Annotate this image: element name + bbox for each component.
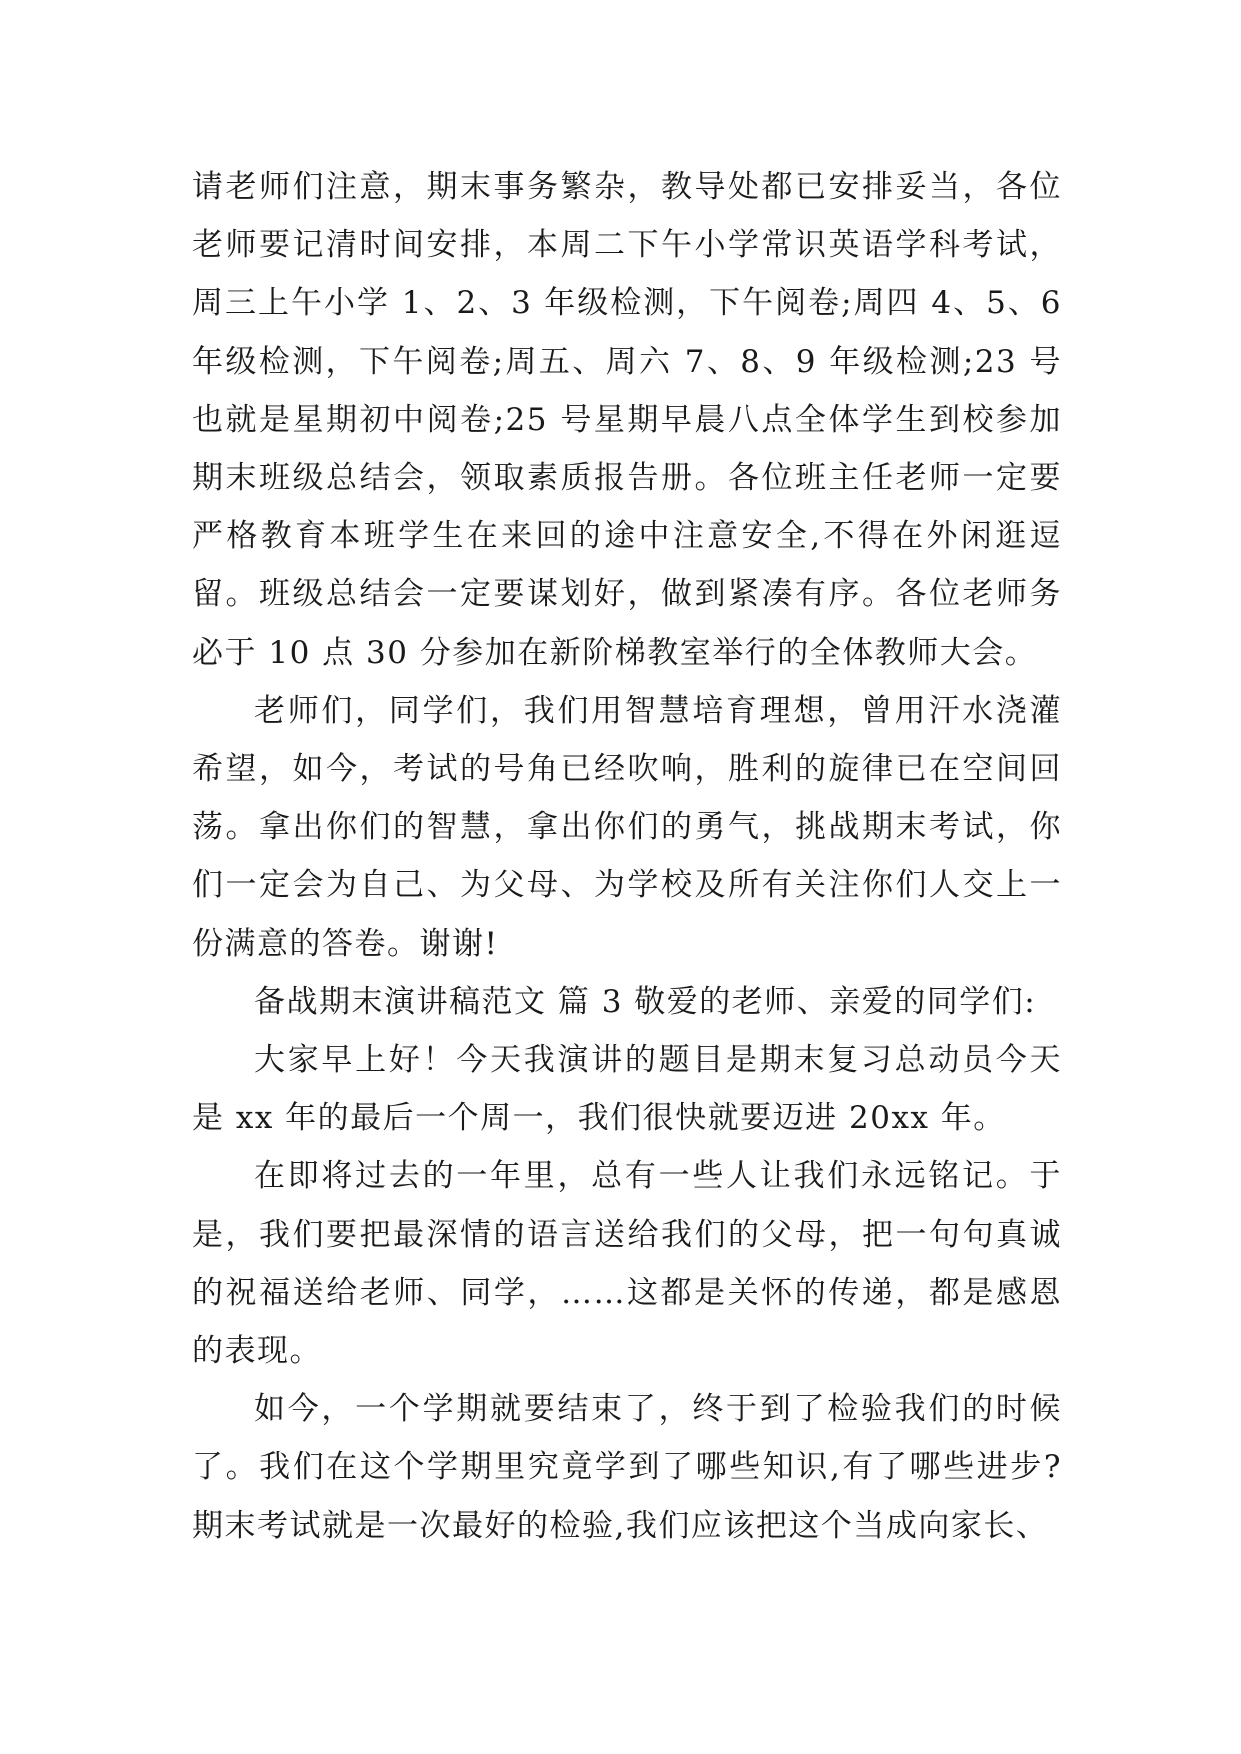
paragraph-exam-schedule: 请老师们注意，期末事务繁杂，教导处都已安排妥当，各位老师要记清时间安排，本周二下午小学常识英语学科考试，周三上午小学 1、2、3 年级检测，下午阅卷;周四 4、5、6 年级检测，下午阅卷;周五、周六 7、8、9 年级检测;23 号也就是星期初中阅卷;25 号星期早晨八点全体学生到校参加期末班级总结会，领取素质报告册。各位班主任老师一定要严格教育本班学生在来回的途中注意安全,不得在外闲逛逗留。班级总结会一定要谋划好，做到紧凑有序。各位老师务必于 10 点 30 分参加在新阶梯教室举行的全体教师大会。 — [192, 169, 1062, 671]
paragraph-gratitude: 在即将过去的一年里，总有一些人让我们永远铭记。于是，我们要把最深情的语言送给我们的父母，把一句句真诚的祝福送给老师、同学，……这都是关怀的传递，都是感恩的表现。 — [192, 1158, 1062, 1370]
paragraph-section-heading: 备战期末演讲稿范文 篇 3 敬爱的老师、亲爱的同学们: — [254, 983, 1037, 1020]
paragraph-teachers-students: 老师们，同学们，我们用智慧培育理想，曾用汗水浇灌希望，如今，考试的号角已经吹响，胜利的旋律已在空间回荡。拿出你们的智慧，拿出你们的勇气，挑战期末考试，你们一定会为自己、为父母、为学校及所有关注你们人交上一份满意的答卷。谢谢! — [192, 692, 1062, 962]
document-body — [192, 158, 1062, 1555]
paragraph-greeting: 大家早上好！今天我演讲的题目是期末复习总动员今天是 xx 年的最后一个周一，我们很快就要迈进 20xx 年。 — [192, 1042, 1062, 1137]
paragraph-semester-end: 如今，一个学期就要结束了，终于到了检验我们的时候了。我们在这个学期里究竟学到了哪些知识,有了哪些进步?期末考试就是一次最好的检验,我们应该把这个当成向家长、 — [192, 1391, 1062, 1544]
